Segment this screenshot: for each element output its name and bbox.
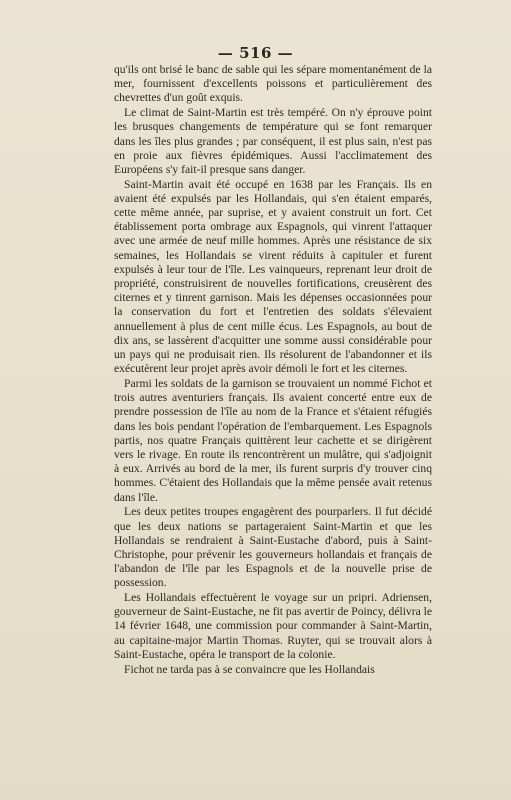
paragraph-lagoon-fish: qu'ils ont brisé le banc de sable qui les sépare momentanément de la mer, fournissent d'excellents poissons et particulièrement des chevrettes d'un goût exquis. — [114, 63, 432, 105]
page-number: — 516 — — [217, 44, 294, 62]
paragraph-climate: Le climat de Saint-Martin est très tempéré. On n'y éprouve point les brusques changements de température qui se font remarquer dans les îles plus grandes ; par conséquent, il est plus sain, n'est pas en proie aux fièvres épidémiques. Aussi l'acclimatement des Européens s'y fait-il presque sans danger. — [114, 106, 432, 176]
paragraph-negotiations: Les deux petites troupes engagèrent des pourparlers. Il fut décidé que les deux nations se partageraient Saint-Martin et que les Hollandais se rendraient à Saint-Eustache d'abord, puis à Saint-Christophe, pour prévenir les gouverneurs hollandais et français de l'abandon de l'île par les Espagnols et de la nouvelle prise de possession. — [114, 505, 432, 590]
body-text — [114, 63, 432, 677]
paragraph-history-1638: Saint-Martin avait été occupé en 1638 par les Français. Ils en avaient été expulsés par les Hollandais, qui s'en étaient emparés, cette même année, par suprise, et y avaient construit un fort. Cet établissement porta ombrage aux Espagnols, qui vinrent l'attaquer avec une armée de neuf mille hommes. Après une résistance de six semaines, les Hollandais se virent réduits à capituler et furent expulsés à leur tour de l'île. Les vainqueurs, reprenant leur droit de propriété, construisirent de nouvelles fortifications, creusèrent des citernes et y tinrent garnison. Mais les dépenses occasionnées pour la conservation du fort et l'entretien des soldats s'élevaient annuellement à plus de cent mille écus. Les Espagnols, au bout de dix ans, se lassèrent d'acquitter une somme aussi considérable pour un pays qui ne produisait rien. Ils résolurent de l'abandonner et ils exécutèrent leur projet après avoir démoli le fort et les citernes. — [114, 177, 432, 376]
paragraph-dutch-voyage: Les Hollandais effectuèrent le voyage sur un pripri. Adriensen, gouverneur de Saint-Eustache, ne fit pas avertir de Poincy, délivra le 14 février 1648, une commission pour commander à Saint-Martin, au capitaine-major Martin Thomas. Ruyter, qui se trouvait alors à Saint-Eustache, opéra le transport de la colonie. — [114, 591, 432, 661]
paragraph-fichot-conclusion: Fichot ne tarda pas à se convaincre que les Hollandais — [124, 662, 375, 676]
paragraph-fichot-soldiers: Parmi les soldats de la garnison se trouvaient un nommé Fichot et trois autres aventuriers français. Ils avaient concerté entre eux de prendre possession de l'île au nom de la France et s'étaient réfugiés dans les bois pendant l'opération de l'embarquement. Les Espagnols partis, nos quatre Français quittèrent leur cachette et se dirigèrent vers le rivage. En route ils rencontrèrent un mulâtre, qui s'adjoignit à eux. Arrivés au bord de la mer, ils furent surpris d'y trouver cinq hommes. C'étaient des Hollandais que la même pensée avait retenus dans l'île. — [114, 376, 432, 504]
